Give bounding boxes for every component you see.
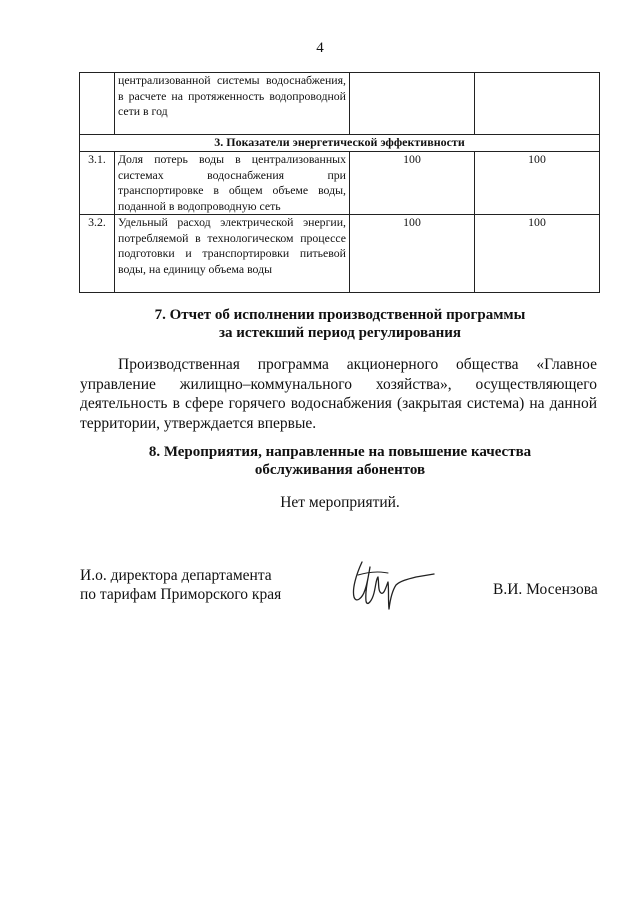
row-number-cell: 3.2. — [80, 215, 115, 293]
table-body — [80, 73, 600, 293]
section-7-paragraph: Производственная программа акционерного общества «Главное управление жилищно–коммунального хозяйства», осуществляющего деятельность в сфере горячего водоснабжения (закрытая система) на данной территории, утверждается впервые. — [80, 356, 597, 432]
page-number: 4 — [316, 40, 324, 56]
signatory-title-line-2: по тарифам Приморского края — [80, 586, 282, 603]
section-7-title-line-2: за истекший период регулирования — [218, 325, 462, 341]
value-cell — [350, 73, 475, 135]
indicators-table — [79, 72, 600, 293]
indicator-name-cell: Удельный расход электрической энергии, потребляемой в технологическом процессе подготовки и транспортировки питьевой воды, на единицу объема воды — [115, 215, 350, 293]
row-number-cell: 3.1. — [80, 152, 115, 215]
section-7-heading — [80, 306, 600, 342]
indicator-name-cell: Доля потерь воды в централизованных системах водоснабжения при транспортировке в общем объеме воды, поданной в водопроводную сеть — [115, 152, 350, 215]
row-number-cell — [80, 73, 115, 135]
indicator-name-cell: централизованной системы водоснабжения, в расчете на протяженность водопроводной сети в год — [115, 73, 350, 135]
signatory-title — [80, 566, 281, 604]
table-section-row — [80, 135, 600, 152]
value-cell: 100 — [475, 215, 600, 293]
value-cell: 100 — [475, 152, 600, 215]
value-cell — [475, 73, 600, 135]
table-row — [80, 152, 600, 215]
handwritten-signature — [348, 557, 438, 612]
table-row — [80, 73, 600, 135]
value-cell: 100 — [350, 215, 475, 293]
value-cell: 100 — [350, 152, 475, 215]
section-7-title-line-1: 7. Отчет об исполнении производственной программы — [154, 307, 526, 323]
section-heading-cell: 3. Показатели энергетической эффективности — [80, 135, 600, 152]
section-8-text: Нет мероприятий. — [280, 494, 400, 511]
section-8-heading — [80, 443, 600, 479]
table-row — [80, 215, 600, 293]
signatory-title-line-1: И.о. директора департамента — [80, 567, 272, 584]
signatory-name: В.И. Мосензова — [493, 581, 598, 598]
section-8-title-line-2: обслуживания абонентов — [254, 462, 426, 478]
section-8-title-line-1: 8. Мероприятия, направленные на повышение качества — [148, 444, 532, 460]
